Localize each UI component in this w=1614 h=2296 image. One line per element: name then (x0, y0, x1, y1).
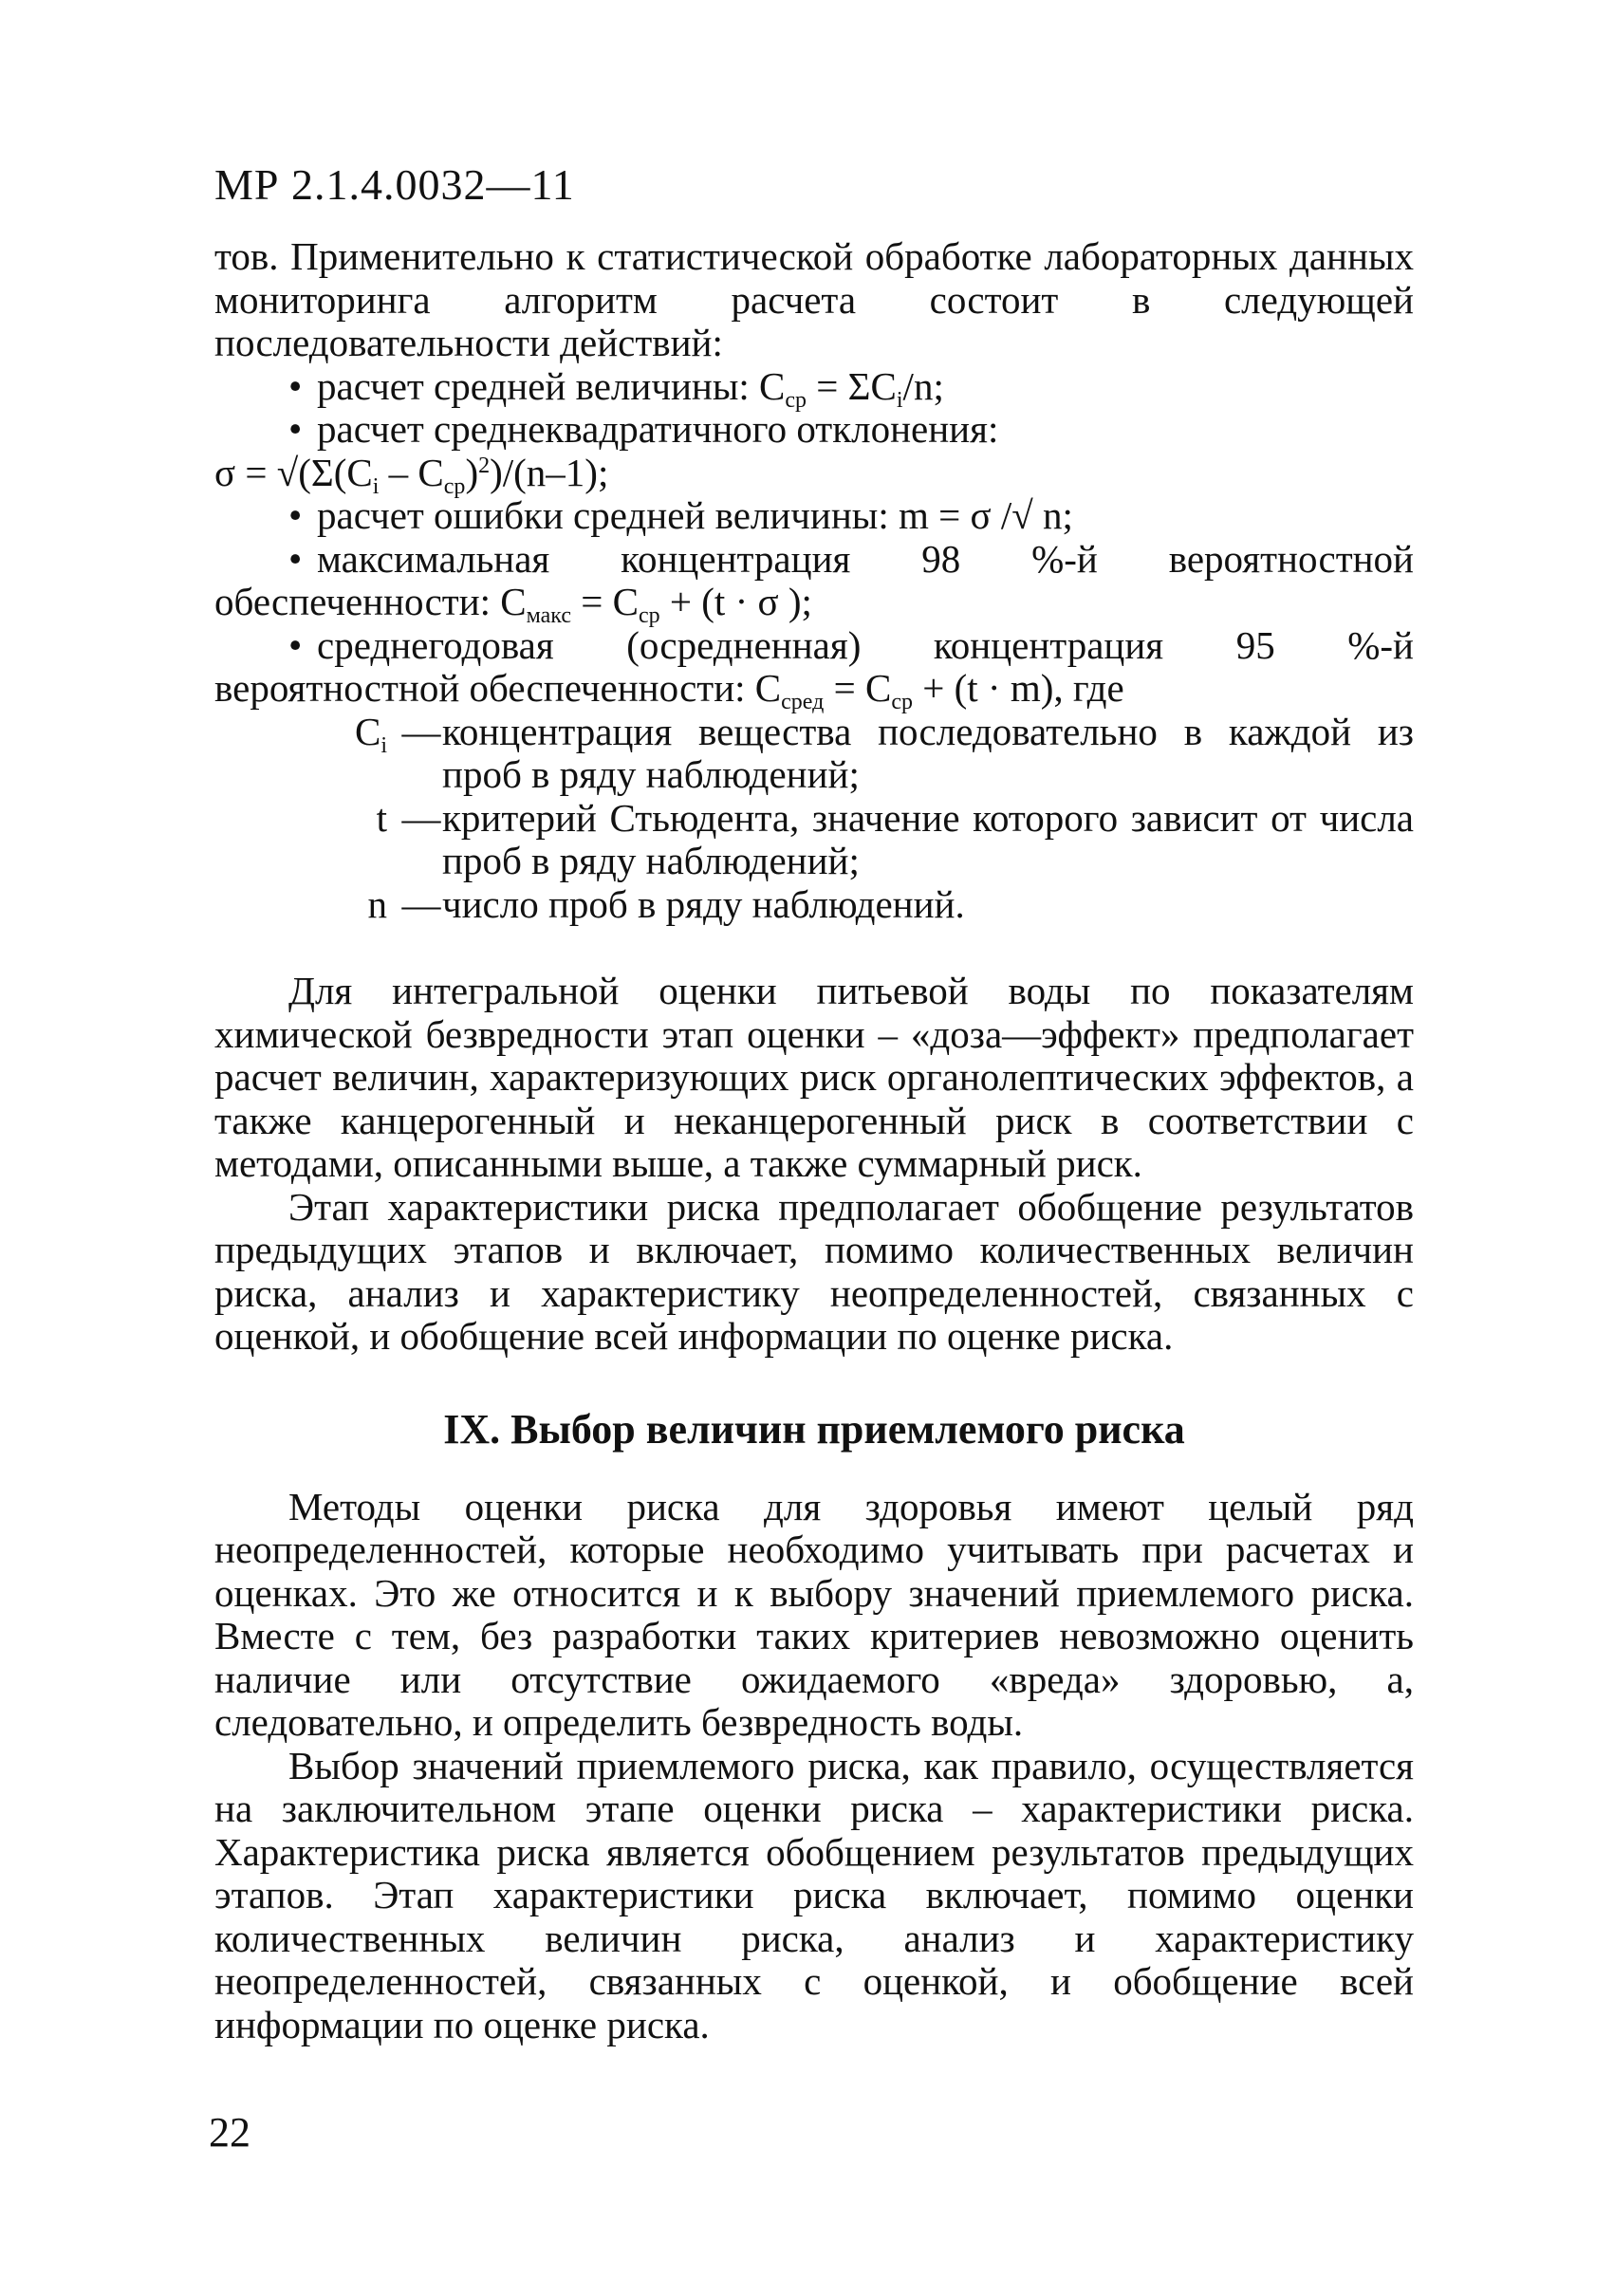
paragraph-dose-effect: Для интегральной оценки питьевой воды по показателям химической безвредности этап оценки – «доза—эффект» предполагает расчет величин, характеризующих риск органолептических эффектов, а также канцерогенный и неканцерогенный риск в соответствии с методами, описанными выше, а также суммарный риск. (214, 969, 1414, 1185)
document-body (214, 235, 1414, 2046)
intro-paragraph: тов. Применительно к статистической обработке лабораторных данных мониторинга алгоритм расчета состоит в следующей последовательности действий: (214, 234, 1414, 364)
bullet-dot: • (288, 363, 303, 408)
definition-dash: — (401, 795, 441, 840)
paragraph-selection: Выбор значений приемлемого риска, как правило, осуществляется на заключительном этапе оценки риска – характеристики риска. Характеристика риска является обобщением результатов предыдущих этапов. Этап характеристики риска включает, помимо оценки количественных величин риска, анализ и характеристику неопределенностей, связанных с оценкой, и обобщение всей информации по оценке риска. (214, 1743, 1414, 2046)
bullet-dot: • (288, 622, 303, 667)
spacer (214, 926, 1414, 970)
definition-list (214, 711, 1414, 927)
bullet-dot: • (288, 493, 303, 537)
bullet-std: • расчет среднеквадратичного отклонения: (288, 407, 999, 451)
spacer (214, 1359, 1414, 1406)
bullet-dot: • (288, 407, 303, 451)
definition-dash: — (401, 709, 441, 753)
bullet-dot: • (288, 536, 303, 581)
bullet-average: • среднегодовая (осредненная) концентрация 95 %-й вероятностной обеспеченности: $C_{сред} = C_{ср} + (t \cdot m)$, где (214, 622, 1414, 714)
definition-text: концентрация вещества последовательно в каждой из проб в ряду наблюдений; (442, 709, 1414, 796)
section-heading: IX. Выбор величин приемлемого риска (443, 1405, 1185, 1453)
definition-text: критерий Стьюдента, значение которого зависит от числа проб в ряду наблюдений; (442, 795, 1414, 882)
page-number: 22 (209, 2109, 250, 2156)
bullet-error: • расчет ошибки средней величины: m = σ /√ n; (288, 493, 1073, 537)
definition-item (214, 797, 1414, 883)
bullet-max: • максимальная концентрация 98 %-й вероятностной обеспеченности: $C_{макс} = C_{ср} + (t \cdot \sigma$ ); (214, 536, 1414, 628)
definition-item (214, 711, 1414, 797)
definition-symbol: t (376, 795, 387, 840)
definition-text: число проб в ряду наблюдений. (442, 881, 965, 926)
std-formula: $\sigma = √(\Sigma(C_i - C_{ср})^2)/(n-1)$; (214, 450, 609, 499)
definition-symbol: n (367, 881, 387, 926)
document-code-header: МР 2.1.4.0032—11 (214, 160, 575, 209)
definition-item (214, 883, 1414, 927)
definition-dash: — (401, 881, 441, 926)
paragraph-risk-characterization: Этап характеристики риска предполагает обобщение результатов предыдущих этапов и включает, помимо количественных величин риска, анализ и характеристику неопределенностей, связанных с оценкой, и обобщение всей информации по оценке риска. (214, 1184, 1414, 1358)
bullet-mean: • расчет средней величины: $C_{ср} = \Sigma C_i/n$; (288, 363, 944, 413)
spacer (214, 1454, 1414, 1486)
paragraph-methods: Методы оценки риска для здоровья имеют целый ряд неопределенностей, которые необходимо учитывать при расчетах и оценках. Это же относится и к выбору значений приемлемого риска. Вместе с тем, без разработки таких критериев невозможно оценить наличие или отсутствие ожидаемого «вреда» здоровью, а, следовательно, и определить безвредность воды. (214, 1484, 1414, 1744)
definition-symbol: $C_i$ (354, 709, 387, 758)
